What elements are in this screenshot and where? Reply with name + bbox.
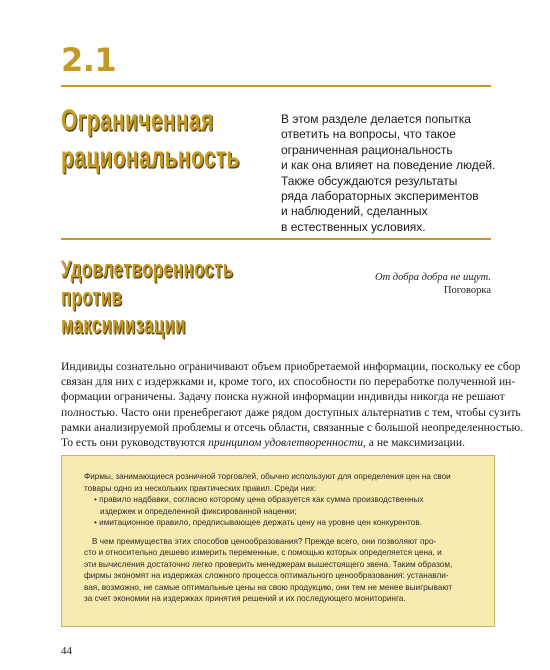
box-bullet-item: • правило надбавки, согласно которому цена образуется как сумма производственных — [94, 495, 424, 504]
divider-middle — [61, 238, 491, 240]
box-spacer — [84, 529, 474, 536]
box-line: фирмы экономят на издержках сложного процесса оптимального ценообразования: устанавли- — [84, 571, 449, 580]
body-line-final — [61, 435, 491, 450]
section-number: 2.1 — [61, 41, 117, 79]
box-line: Фирмы, занимающиеся розничной торговлей, обычно используют для определения цен на свои — [84, 472, 451, 481]
chapter-heading-line: рациональность — [61, 141, 240, 174]
box-line: издержек и определенной фиксированной наценки; — [100, 506, 297, 516]
emphasized-term: принципом удовлетворенности — [208, 436, 363, 450]
body-text-run: , а не максимизации. — [363, 436, 465, 450]
example-box-text — [84, 471, 474, 605]
box-bullet-item: • имитационное правило, предписывающее держать цену на уровне цен конкурентов. — [94, 518, 422, 527]
subsection-heading-line: максимизации — [61, 312, 186, 339]
epigraph-quote: От добра добра не ищут. — [375, 272, 491, 283]
box-line: за счет экономии на издержках принятия решений и их последующего мониторинга. — [84, 594, 406, 603]
section-intro — [281, 112, 501, 235]
chapter-heading — [61, 102, 240, 176]
subsection-heading — [61, 256, 233, 340]
subsection-heading-line: против — [61, 284, 123, 311]
intro-line: Также обсуждаются результаты — [281, 173, 458, 188]
box-line: вая, возможно, не самые оптимальные цены на свою продукцию, они тем не менее выигрывают — [84, 582, 453, 592]
epigraph — [375, 271, 491, 297]
body-line: рамки анализируемой проблемы и отсечь области, связанные с большой неопределенностью. — [61, 420, 524, 434]
body-line: полностью. Часто они пренебрегают даже рядом доступных альтернатив с тем, чтобы сузить — [61, 405, 521, 419]
body-line: Индивиды сознательно ограничивают объем приобретаемой информации, поскольку ее сбор — [61, 360, 521, 373]
body-paragraph — [61, 359, 524, 450]
body-line: связан для них с издержками и, кроме того, их способности по переработке полученной ин- — [61, 375, 516, 389]
intro-line: ряда лабораторных экспериментов — [281, 189, 479, 204]
page-number: 44 — [61, 645, 72, 657]
intro-line: и наблюдений, сделанных — [281, 204, 428, 219]
box-line: В чем преимущества этих способов ценообразования? Прежде всего, они позволяют про- — [92, 536, 437, 546]
box-line: товары одно из нескольких практических правил. Среди них: — [84, 483, 317, 493]
example-box — [61, 455, 495, 627]
intro-line: ограниченная рациональность — [281, 142, 453, 157]
body-text-run: То есть они руководствуются — [61, 436, 209, 450]
box-line: сто и относительно дешево измерить переменные, с помощью которых определяется цена, и — [84, 548, 442, 557]
intro-line: и как она влияет на поведение людей. — [281, 158, 496, 173]
intro-line: в естественных условиях. — [281, 219, 426, 234]
divider-top — [61, 85, 491, 87]
subsection-heading-line: Удовлетворенность — [61, 256, 234, 283]
intro-line: В этом разделе делается попытка — [281, 112, 471, 126]
body-line: формации ограничены. Задачу поиска нужной информации индивиды никогда не решают — [61, 390, 505, 404]
box-line: эти вычисления достаточно легко проверить менеджерам вышестоящего звена. Таким образом, — [84, 559, 453, 569]
chapter-heading-line: Ограниченная — [61, 104, 214, 137]
intro-line: ответить на вопросы, что такое — [281, 127, 456, 142]
epigraph-source: Поговорка — [443, 285, 491, 296]
